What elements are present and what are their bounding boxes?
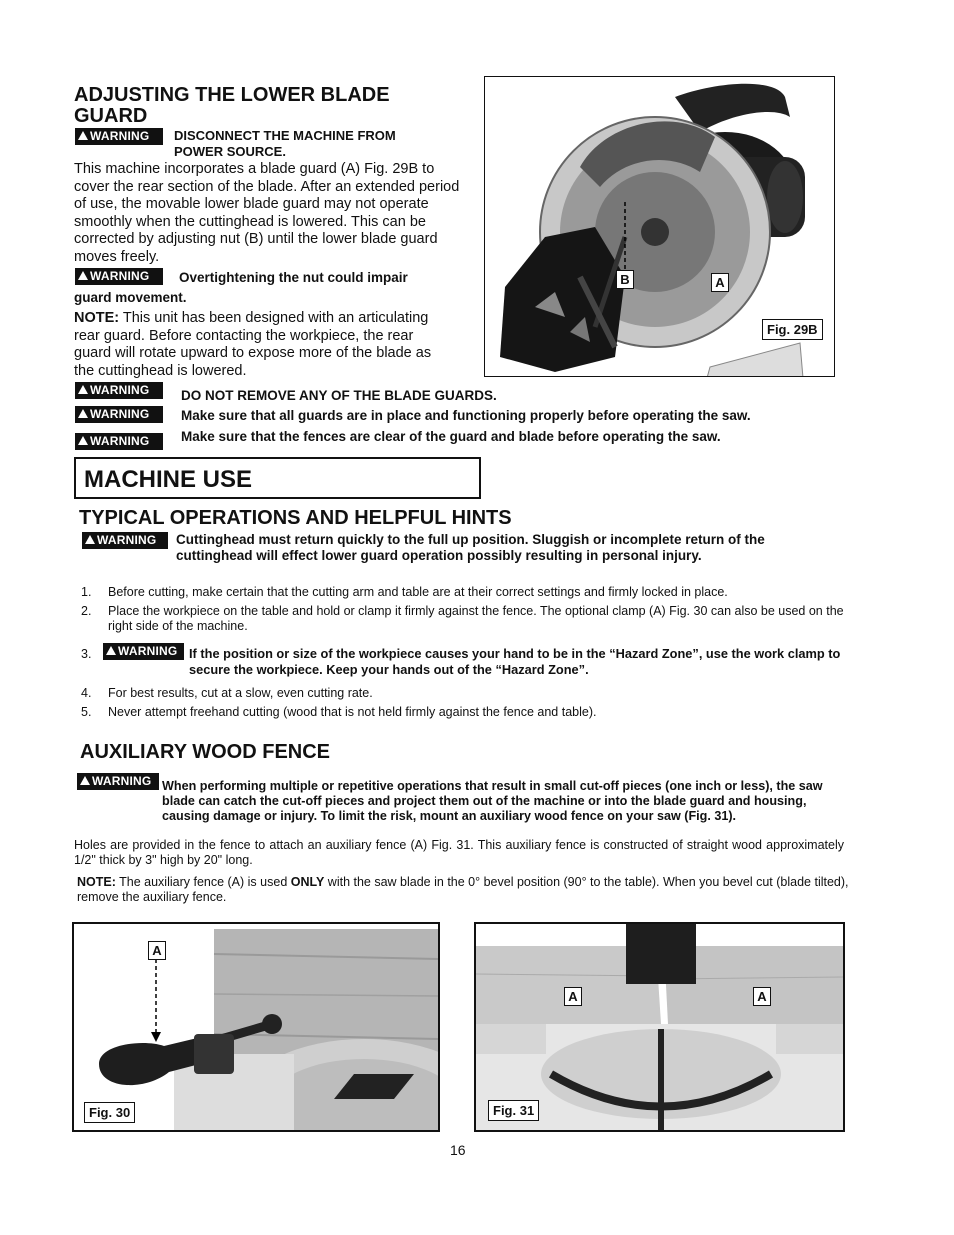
warning-badge: WARNING bbox=[82, 532, 168, 549]
auxiliary-fence-paragraph: Holes are provided in the fence to attach an auxiliary fence (A) Fig. 31. This auxiliary fence is constructed of straight wood approximately 1/2" thick by 3" high by 20" long. bbox=[74, 838, 844, 867]
section-heading-auxiliary-fence: AUXILIARY WOOD FENCE bbox=[80, 741, 331, 763]
callout-a: A bbox=[148, 941, 166, 960]
figure-label: Fig. 29B bbox=[762, 319, 823, 340]
list-number: 3. bbox=[81, 647, 92, 661]
list-item: For best results, cut at a slow, even cutting rate. bbox=[108, 686, 373, 700]
work-clamp-image bbox=[74, 924, 438, 1130]
list-item: Before cutting, make certain that the cutting arm and table are at their correct settings and firmly locked in place. bbox=[108, 585, 728, 599]
warning-badge: WARNING bbox=[75, 433, 163, 450]
warning-triangle-icon bbox=[106, 646, 116, 655]
figure-label: Fig. 31 bbox=[488, 1100, 539, 1121]
warning-badge: WARNING bbox=[75, 406, 163, 423]
list-item: Never attempt freehand cutting (wood that is not held firmly against the fence and table). bbox=[108, 705, 597, 719]
warning-badge: WARNING bbox=[75, 382, 163, 399]
callout-b: B bbox=[616, 270, 634, 289]
note-articulating-guard: NOTE: This unit has been designed with an articulating rear guard. Before contacting the workpiece, the rear guard will rotate upward to expose more of the blade as the cuttinghead is lowered. bbox=[74, 310, 432, 379]
figure-label: Fig. 30 bbox=[84, 1102, 135, 1123]
warning-triangle-icon bbox=[85, 535, 95, 544]
warning-text-overtighten: Overtightening the nut could impair bbox=[179, 270, 408, 285]
warning-text-overtighten-cont: guard movement. bbox=[74, 290, 187, 305]
warning-badge: WARNING bbox=[77, 773, 159, 790]
warning-triangle-icon bbox=[78, 436, 88, 445]
figure-30 bbox=[72, 922, 440, 1132]
list-number: 1. bbox=[81, 585, 92, 599]
blade-guard-paragraph: This machine incorporates a blade guard (A) Fig. 29B to cover the rear section of the blade. After an extended period of use, the movable lower blade guard may not operate smoothly when the cuttinghead is lowered. This can be corrected by adjusting nut (B) until the lower blade guard moves freely. bbox=[74, 161, 460, 265]
warning-text-disconnect: DISCONNECT THE MACHINE FROM POWER SOURCE. bbox=[174, 128, 396, 159]
list-number: 2. bbox=[81, 604, 92, 618]
section-banner-title: MACHINE USE bbox=[84, 466, 253, 493]
section-banner bbox=[74, 457, 481, 499]
section-heading-lower-blade-guard: ADJUSTING THE LOWER BLADE GUARD bbox=[74, 84, 390, 127]
warning-text-fences-clear: Make sure that the fences are clear of the guard and blade before operating the saw. bbox=[181, 429, 721, 444]
warning-badge: WARNING bbox=[75, 268, 163, 285]
callout-a-right: A bbox=[753, 987, 771, 1006]
callout-a-left: A bbox=[564, 987, 582, 1006]
warning-badge: WARNING bbox=[103, 643, 184, 660]
list-number: 4. bbox=[81, 686, 92, 700]
warning-text-cutoff-pieces: When performing multiple or repetitive operations that result in small cut-off pieces (one inch or less), the saw blade can catch the cut-off pieces and project them out of the machine or into the blade guard and housing, causing damage or injury. To limit the risk, mount an auxiliary wood fence on your saw (Fig. 31). bbox=[162, 779, 823, 823]
warning-triangle-icon bbox=[78, 131, 88, 140]
warning-triangle-icon bbox=[78, 409, 88, 418]
callout-a: A bbox=[711, 273, 729, 292]
warning-text-cuttinghead-return: Cuttinghead must return quickly to the full up position. Sluggish or incomplete return of the cuttinghead will effect lower guard operation possibly resulting in personal injury. bbox=[176, 532, 765, 563]
warning-text-guards-in-place: Make sure that all guards are in place and functioning properly before operating the saw. bbox=[181, 408, 751, 423]
warning-triangle-icon bbox=[78, 385, 88, 394]
list-number: 5. bbox=[81, 705, 92, 719]
section-heading-typical-operations: TYPICAL OPERATIONS AND HELPFUL HINTS bbox=[79, 507, 512, 529]
warning-triangle-icon bbox=[78, 271, 88, 280]
list-item: Place the workpiece on the table and hold or clamp it firmly against the fence. The optional clamp (A) Fig. 30 can also be used on the right side of the machine. bbox=[108, 604, 844, 633]
figure-31 bbox=[474, 922, 845, 1132]
note-auxiliary-fence: NOTE: The auxiliary fence (A) is used ONLY with the saw blade in the 0° bevel position (90° to the table). When you bevel cut (blade tilted), remove the auxiliary fence. bbox=[77, 875, 849, 904]
warning-text-no-remove: DO NOT REMOVE ANY OF THE BLADE GUARDS. bbox=[181, 388, 497, 403]
warning-badge: WARNING bbox=[75, 128, 163, 145]
list-item-warning: If the position or size of the workpiece causes your hand to be in the “Hazard Zone”, use the work clamp to secure the workpiece. Keep your hands out of the “Hazard Zone”. bbox=[189, 646, 841, 677]
warning-triangle-icon bbox=[80, 776, 90, 785]
page-number: 16 bbox=[450, 1142, 466, 1158]
figure-29b bbox=[484, 76, 835, 377]
